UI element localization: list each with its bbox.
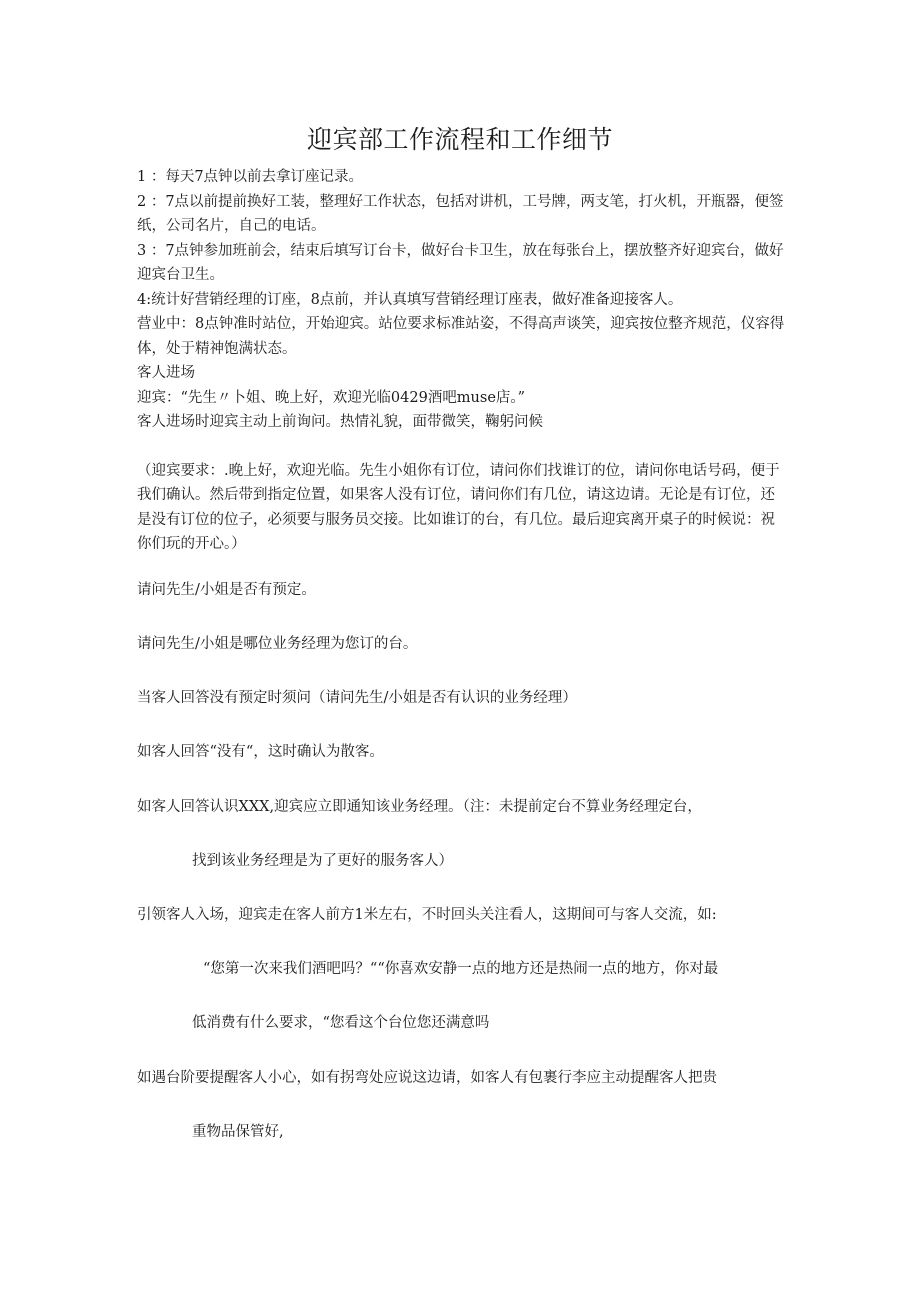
- text-line: 如客人回答认识XXX,迎宾应立即通知该业务经理。（注：未提前定台不算业务经理定台，: [137, 799, 702, 815]
- text-line: “您第一次来我们酒吧吗？““你喜欢安静一点的地方还是热闹一点的地方，你对最: [203, 961, 719, 977]
- paragraph-step-4: 4:统计好营销经理的订座，8点前，并认真填写营销经理订座表，做好准备迎接客人。: [137, 291, 683, 308]
- paragraph-business: 营业中：8点钟准时站位，开始迎宾。站位要求标准站姿，不得高声谈笑，迎宾按位整齐规范，仪容得体，处于精神饱满状态。: [137, 316, 785, 357]
- text-line: 如遇台阶要提醒客人小心，如有拐弯处应说这边请，如客人有包裹行李应主动提醒客人把贵: [137, 1070, 717, 1086]
- paragraph-guest-entry-heading: 客人进场: [137, 365, 195, 381]
- document-body: [137, 165, 787, 557]
- paragraph-greeting: 迎宾：“先生〃卜姐、晚上好，欢迎光临0429酒吧muse店。”: [137, 389, 526, 406]
- text-line: 低消费有什么要求，“您看这个台位您还满意吗: [192, 1015, 490, 1031]
- document-title: 迎宾部工作流程和工作细节: [306, 125, 613, 154]
- text-line: 如客人回答“没有“，这时确认为散客。: [137, 744, 384, 760]
- text-line: 当客人回答没有预定时须问（请问先生/小姐是否有认识的业务经理）: [137, 690, 577, 706]
- text-line: 请问先生/小姐是哪位业务经理为您订的台。: [137, 636, 418, 652]
- text-line: 请问先生/小姐是否有预定。: [137, 582, 316, 598]
- paragraph-requirements: （迎宾要求：.晚上好，欢迎光临。先生小姐你有订位，请问你们找谁订的位，请问你电话号码，便于我们确认。然后带到指定位置，如果客人没有订位，请问你们有几位，请这边请。无论是有订位，还是没有订位的位子，必须要与服务员交接。比如谁订的台，有几位。最后迎宾离开桌子的时候说：祝你们玩的开心。）: [137, 462, 780, 552]
- text-line: 找到该业务经理是为了更好的服务客人）: [192, 853, 453, 869]
- paragraph-step-3: 3 ：7点钟参加班前会，结束后填写订台卡，做好台卡卫生，放在每张台上，摆放整齐好迎宾台，做好迎宾台卫生。: [137, 242, 784, 283]
- paragraph-step-2: 2 ：7点以前提前换好工装，整理好工作状态，包括对讲机，工号牌，两支笔，打火机，开瓶器，便签纸，公司名片，自己的电话。: [137, 193, 784, 234]
- text-line: 引领客人入场，迎宾走在客人前方1米左右，不时回头关注看人，这期间可与客人交流，如:: [137, 907, 717, 923]
- paragraph-guest-entry: 客人进场时迎宾主动上前询问。热情礼貌，面带微笑，鞠躬问候: [137, 414, 543, 430]
- text-line: 重物品保管好,: [192, 1124, 284, 1140]
- paragraph-step-1: 1 ：每天7点钟以前去拿订座记录。: [137, 169, 364, 185]
